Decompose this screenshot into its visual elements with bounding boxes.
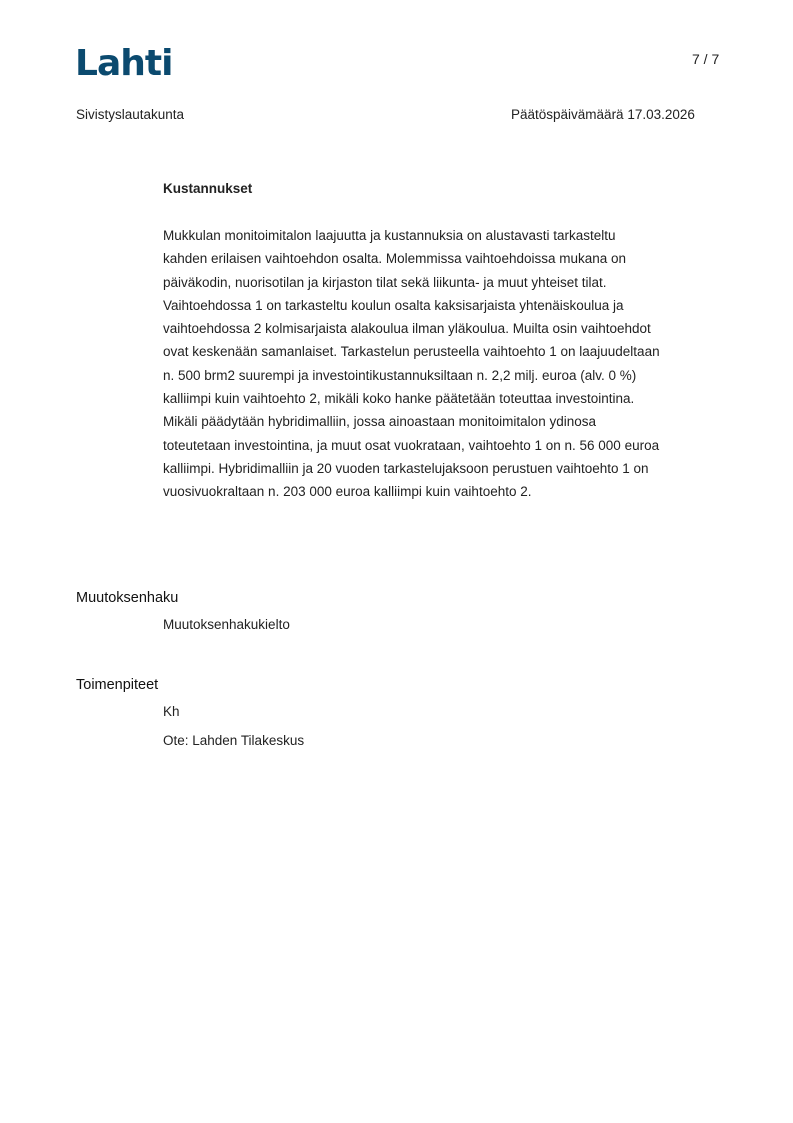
organization-name: Sivistyslautakunta — [76, 107, 185, 122]
appeal-heading: Muutoksenhaku — [76, 590, 179, 606]
decision-date: Päätöspäivämäärä 17.03.2026 — [511, 107, 695, 122]
appeal-value: Muutoksenhakukielto — [163, 617, 290, 632]
lahti-logo: Lahti — [75, 43, 173, 84]
action-item: Kh — [163, 704, 180, 719]
costs-body — [163, 224, 723, 504]
costs-line: Mukkulan monitoimitalon laajuutta ja kustannuksia on alustavasti tarkasteltu — [163, 228, 616, 243]
costs-line: kalliimpi kuin vaihtoehto 2, mikäli koko hanke päätetään toteuttaa investointina. — [163, 391, 635, 407]
costs-line: kalliimpi. Hybridimalliin ja 20 vuoden tarkastelujaksoon perustuen vaihtoehto 1 on — [163, 460, 649, 476]
costs-line: vuosivuokraltaan n. 203 000 euroa kalliimpi kuin vaihtoehto 2. — [163, 484, 532, 500]
costs-line: toteutetaan investointina, ja muut osat vuokrataan, vaihtoehto 1 on n. 56 000 euroa — [163, 437, 660, 453]
costs-heading: Kustannukset — [163, 181, 253, 196]
costs-line: n. 500 brm2 suurempi ja investointikustannuksiltaan n. 2,2 milj. euroa (alv. 0 %) — [163, 367, 637, 383]
page-number: 7 / 7 — [692, 51, 720, 67]
costs-line: Mikäli päädytään hybridimalliin, jossa ainoastaan monitoimitalon ydinosa — [163, 414, 596, 430]
costs-line: päiväkodin, nuorisotilan ja kirjaston tilat sekä liikunta- ja muut yhteiset tilat. — [163, 274, 607, 290]
costs-line: Vaihtoehdossa 1 on tarkasteltu koulun osalta kaksisarjaista yhtenäiskoulua ja — [163, 297, 624, 313]
action-item: Ote: Lahden Tilakeskus — [163, 733, 305, 748]
costs-line: ovat keskenään samanlaiset. Tarkastelun perusteella vaihtoehto 1 on laajuudeltaan — [163, 344, 660, 360]
actions-heading: Toimenpiteet — [76, 677, 159, 693]
costs-line: kahden erilaisen vaihtoehdon osalta. Molemmissa vaihtoehdoissa mukana on — [163, 251, 627, 267]
costs-line: vaihtoehdossa 2 kolmisarjaista alakoulua ilman yläkoulua. Muilta osin vaihtoehdot — [163, 321, 651, 337]
